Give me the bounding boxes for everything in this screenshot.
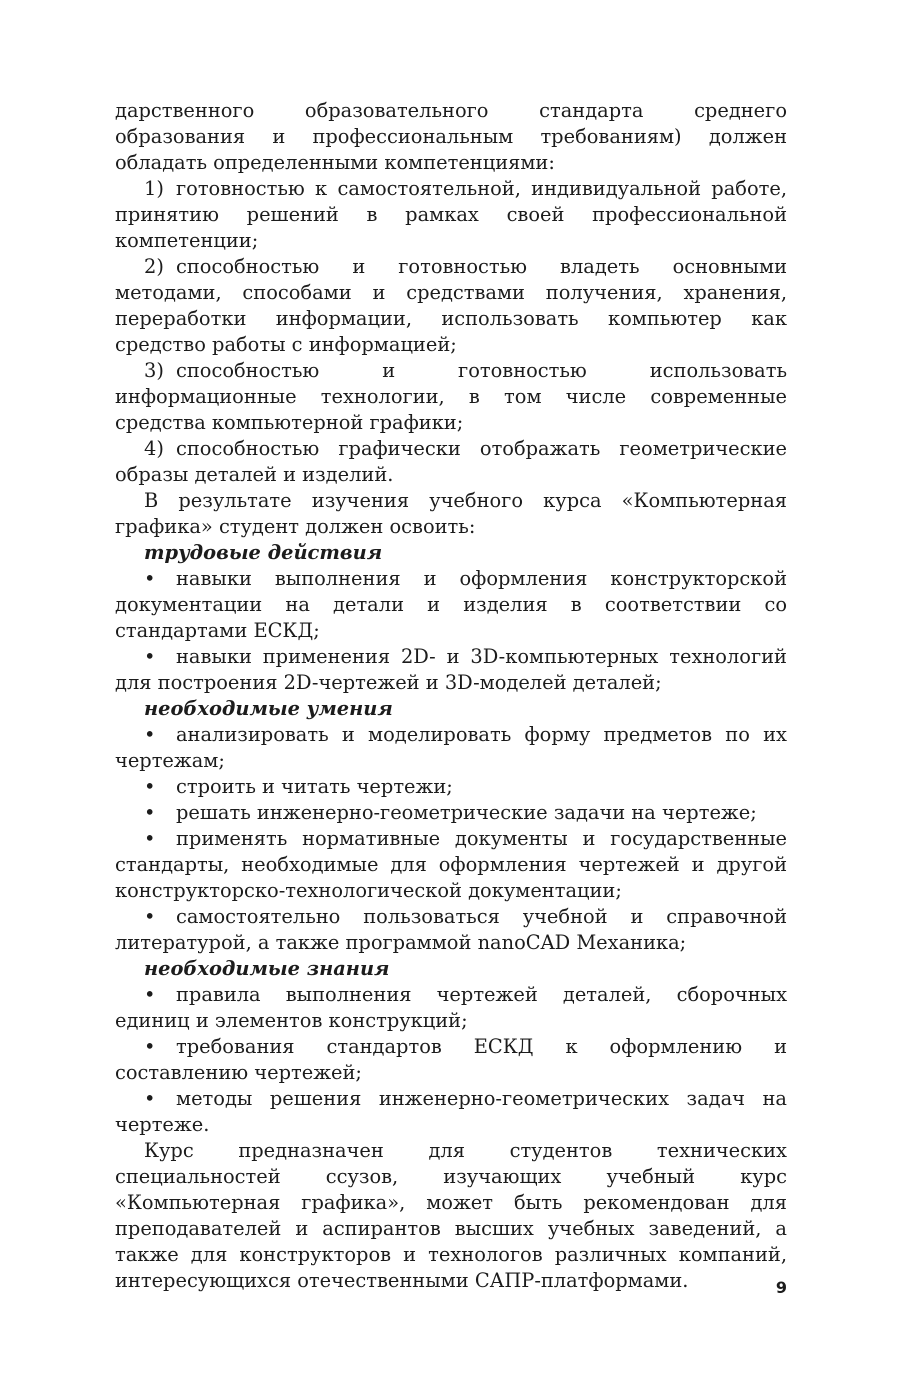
competency-number: 4) — [144, 437, 164, 460]
competency-4 — [115, 436, 787, 488]
list-item-text: методы решения инженерно-геометрических задач на чертеже. — [115, 1087, 787, 1136]
competency-number: 2) — [144, 255, 164, 278]
competency-text: способностью и готовностью владеть основными методами, способами и средствами получения, хранения, переработки информации, использовать компьютер как средство работы с информацией; — [115, 255, 787, 356]
results-intro: В результате изучения учебного курса «Компьютерная графика» студент должен освоить: — [115, 489, 787, 538]
intro-continuation: дарственного образовательного стандарта среднего образования и профессиональным требованиям) должен обладать определенными компетенциями: — [115, 99, 787, 174]
list-item-text: правила выполнения чертежей деталей, сборочных единиц и элементов конструкций; — [115, 983, 787, 1032]
list-item — [115, 1034, 787, 1086]
section-heading-labor-actions: трудовые действия — [144, 541, 383, 564]
list-item-text: самостоятельно пользоваться учебной и справочной литературой, а также программой nanoCAD Механика; — [115, 905, 787, 954]
list-item — [115, 722, 787, 774]
closing-paragraph: Курс предназначен для студентов технических специальностей ссузов, изучающих учебный курс «Компьютерная графика», может быть рекомендован для преподавателей и аспирантов высших учебных заведений, а также для конструкторов и технологов различных компаний, интересующихся отечественными САПР-платформами. — [115, 1139, 787, 1292]
list-item-text: навыки применения 2D- и 3D-компьютерных технологий для построения 2D-чертежей и 3D-моделей деталей; — [115, 645, 787, 694]
page-body — [115, 98, 787, 1294]
list-item — [115, 1086, 787, 1138]
bullet-icon: • — [144, 983, 156, 1006]
list-item — [115, 800, 787, 826]
bullet-icon: • — [144, 905, 156, 928]
competency-text: способностью графически отображать геометрические образы деталей и изделий. — [115, 437, 787, 486]
list-item — [115, 904, 787, 956]
bullet-icon: • — [144, 827, 156, 850]
competency-2 — [115, 254, 787, 358]
bullet-icon: • — [144, 567, 156, 590]
competency-text: способностью и готовностью использовать информационные технологии, в том числе современные средства компьютерной графики; — [115, 359, 787, 434]
bullet-icon: • — [144, 723, 156, 746]
list-item-text: строить и читать чертежи; — [176, 775, 453, 798]
bullet-icon: • — [144, 1035, 156, 1058]
bullet-icon: • — [144, 801, 156, 824]
page-number: 9 — [775, 1278, 787, 1297]
list-item-text: решать инженерно-геометрические задачи на чертеже; — [176, 801, 757, 824]
list-item-text: требования стандартов ЕСКД к оформлению и составлению чертежей; — [115, 1035, 787, 1084]
competency-1 — [115, 176, 787, 254]
competency-text: готовностью к самостоятельной, индивидуальной работе, принятию решений в рамках своей профессиональной компетенции; — [115, 177, 787, 252]
list-item — [115, 774, 787, 800]
list-item — [115, 566, 787, 644]
list-item — [115, 982, 787, 1034]
list-item — [115, 644, 787, 696]
list-item — [115, 826, 787, 904]
bullet-icon: • — [144, 775, 156, 798]
bullet-icon: • — [144, 645, 156, 668]
competency-number: 3) — [144, 359, 164, 382]
list-item-text: навыки выполнения и оформления конструкторской документации на детали и изделия в соответствии со стандартами ЕСКД; — [115, 567, 787, 642]
competency-number: 1) — [144, 177, 164, 200]
list-item-text: применять нормативные документы и государственные стандарты, необходимые для оформления чертежей и другой конструкторско-технологической документации; — [115, 827, 787, 902]
list-item-text: анализировать и моделировать форму предметов по их чертежам; — [115, 723, 787, 772]
competency-3 — [115, 358, 787, 436]
section-heading-skills: необходимые умения — [144, 697, 393, 720]
section-heading-knowledge: необходимые знания — [144, 957, 390, 980]
bullet-icon: • — [144, 1087, 156, 1110]
